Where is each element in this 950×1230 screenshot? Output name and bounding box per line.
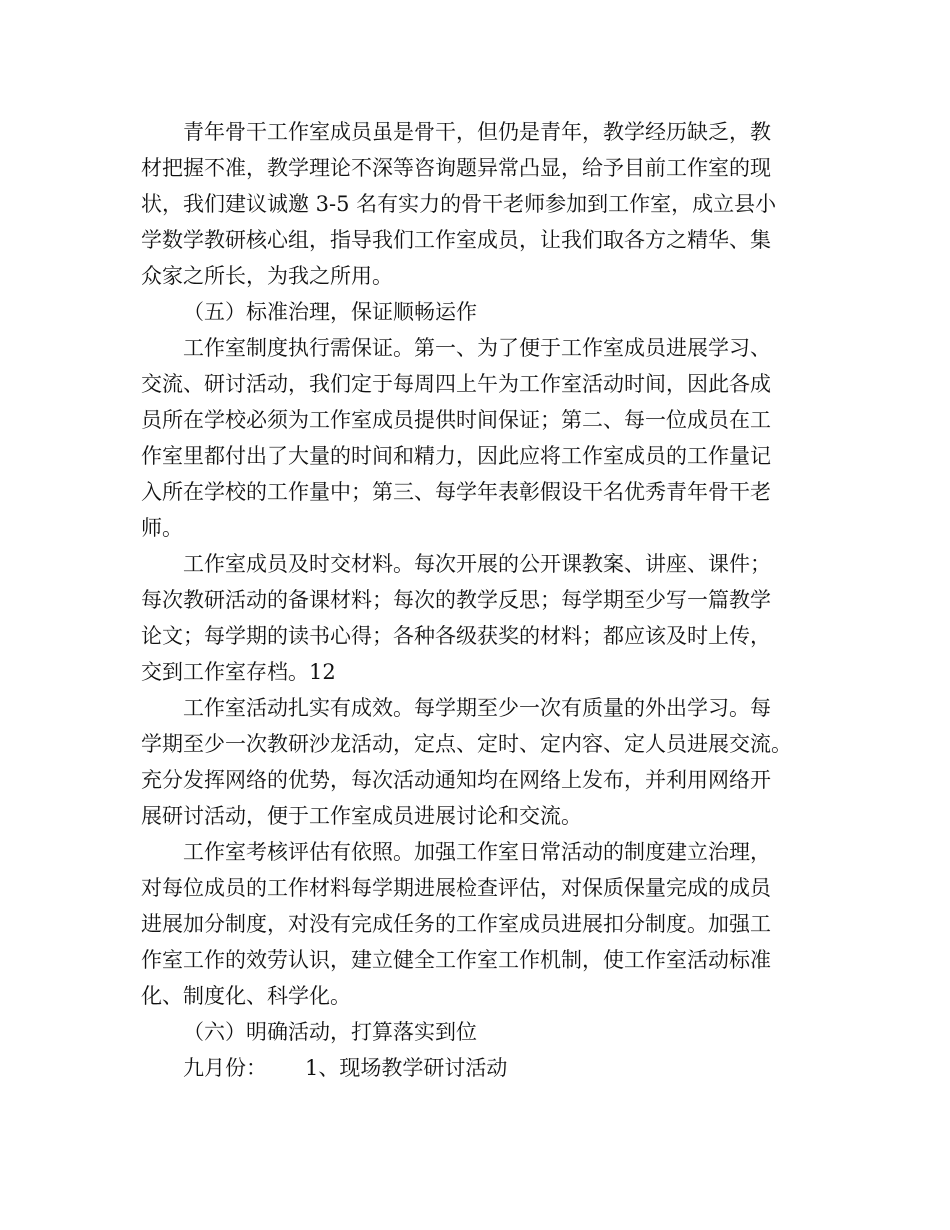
- paragraph-1-line-2: 材把握不准，教学理论不深等咨询题异常凸显，给予目前工作室的现: [141, 156, 771, 180]
- paragraph-5-line-5: 化、制度化、科学化。: [141, 984, 351, 1008]
- paragraph-1-line-1: 青年骨干工作室成员虽是骨干，但仍是青年，教学经历缺乏，教: [183, 120, 771, 144]
- paragraph-2-line-3: 员所在学校必须为工作室成员提供时间保证；第二、每一位成员在工: [141, 408, 771, 432]
- paragraph-5-line-1: 工作室考核评估有依照。加强工作室日常活动的制度建立治理，: [183, 840, 771, 864]
- schedule-month: 九月份：: [183, 1056, 267, 1080]
- paragraph-2-line-6: 师。: [141, 516, 183, 540]
- paragraph-2-line-4: 作室里都付出了大量的时间和精力，因此应将工作室成员的工作量记: [141, 444, 771, 468]
- paragraph-2-line-1: 工作室制度执行需保证。第一、为了便于工作室成员进展学习、: [183, 336, 771, 360]
- paragraph-4-line-3: 充分发挥网络的优势，每次活动通知均在网络上发布，并利用网络开: [141, 768, 771, 792]
- paragraph-3-line-2: 每次教研活动的备课材料；每次的教学反思；每学期至少写一篇教学: [141, 588, 771, 612]
- schedule-row: [183, 1050, 507, 1086]
- section-heading-6: （六）明确活动，打算落实到位: [183, 1020, 477, 1044]
- schedule-item: 1、现场教学研讨活动: [305, 1056, 508, 1080]
- paragraph-2-line-5: 入所在学校的工作量中；第三、每学年表彰假设干名优秀青年骨干老: [141, 480, 771, 504]
- paragraph-5-line-2: 对每位成员的工作材料每学期进展检查评估，对保质保量完成的成员: [141, 876, 771, 900]
- paragraph-5-line-4: 作室工作的效劳认识，建立健全工作室工作机制，使工作室活动标准: [141, 948, 771, 972]
- paragraph-4-line-4: 展研讨活动，便于工作室成员进展讨论和交流。: [141, 804, 582, 828]
- section-heading-5: （五）标准治理，保证顺畅运作: [183, 300, 477, 324]
- paragraph-3-line-3: 论文；每学期的读书心得；各种各级获奖的材料；都应该及时上传，: [141, 624, 771, 648]
- paragraph-1-line-5: 众家之所长，为我之所用。: [141, 264, 393, 288]
- paragraph-2-line-2: 交流、研讨活动，我们定于每周四上午为工作室活动时间，因此各成: [141, 372, 771, 396]
- paragraph-1-line-3: 状，我们建议诚邀 3-5 名有实力的骨干老师参加到工作室，成立县小: [141, 192, 777, 216]
- paragraph-3-line-4: 交到工作室存档。12: [141, 660, 336, 684]
- paragraph-3-line-1: 工作室成员及时交材料。每次开展的公开课教案、讲座、课件；: [183, 552, 771, 576]
- paragraph-5-line-3: 进展加分制度，对没有完成任务的工作室成员进展扣分制度。加强工: [141, 912, 771, 936]
- paragraph-1-line-4: 学数学教研核心组，指导我们工作室成员，让我们取各方之精华、集: [141, 228, 771, 252]
- paragraph-4-line-1: 工作室活动扎实有成效。每学期至少一次有质量的外出学习。每: [183, 696, 771, 720]
- paragraph-4-line-2: 学期至少一次教研沙龙活动，定点、定时、定内容、定人员进展交流。: [141, 732, 792, 756]
